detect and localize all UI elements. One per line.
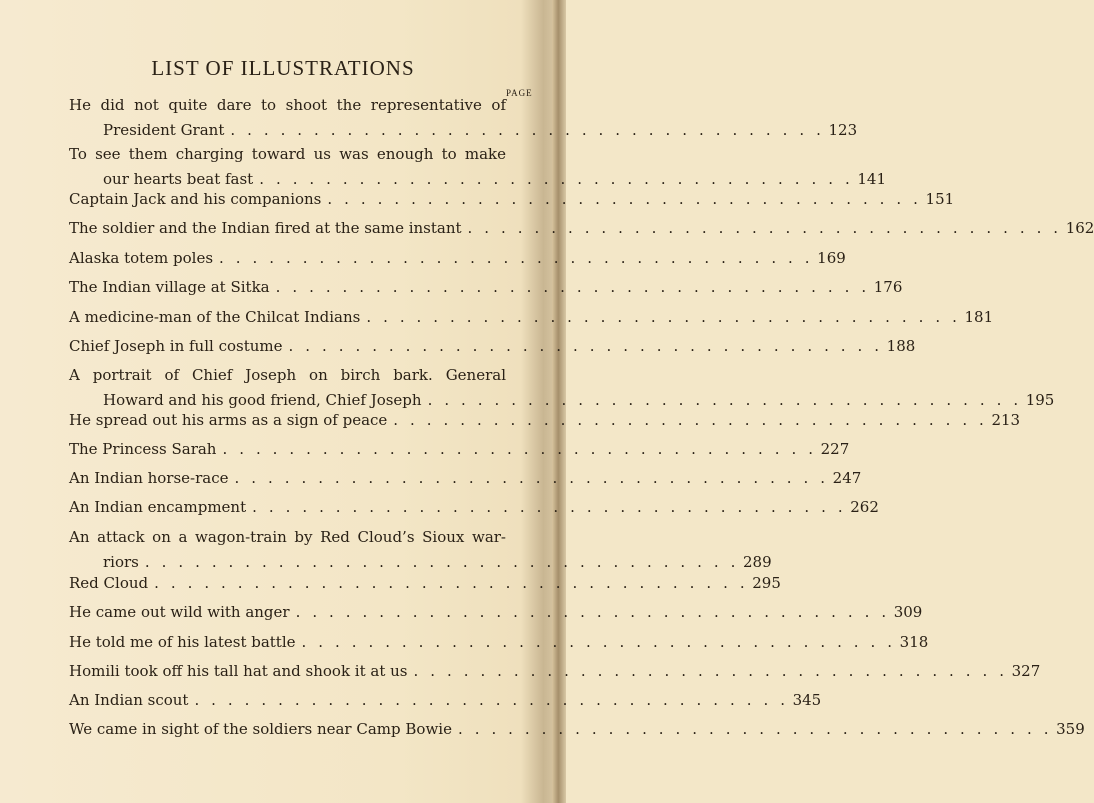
leader-dots: . . . . . . . . . . . . . . . . . . . . . . . . . . . . . . . . . . . .	[393, 411, 988, 429]
entry-title: Red Cloud	[69, 574, 149, 592]
illustration-entry	[69, 691, 822, 718]
leader-dots: . . . . . . . . . . . . . . . . . . . . . . . . . . . . . . . . . . . .	[413, 662, 1008, 680]
entry-title: We came in sight of the soldiers near Camp Bowie	[69, 720, 452, 738]
leader-dots: . . . . . . . . . . . . . . . . . . . . . . . . . . . . . . . . . . . .	[144, 553, 740, 571]
entry-page-number: 262	[850, 498, 879, 516]
leader-dots: . . . . . . . . . . . . . . . . . . . . . . . . . . . . . . . . . . . .	[230, 121, 825, 139]
illustration-entry	[69, 411, 1021, 438]
entry-page-number: 345	[792, 691, 822, 709]
entry-page-number: 123	[828, 121, 858, 139]
leader-dots: . . . . . . . . . . . . . . . . . . . . . . . . . . . . . . . . . . . .	[222, 440, 817, 458]
illustration-entry	[69, 308, 994, 335]
entry-row	[69, 308, 994, 335]
entry-title: An Indian encampment	[69, 498, 247, 516]
entry-page-number: 318	[899, 633, 929, 651]
leader-dots: . . . . . . . . . . . . . . . . . . . . . . . . . . . . . . . . . . . .	[427, 391, 1022, 409]
illustration-entry	[69, 720, 1085, 747]
entry-title: An Indian horse-race	[69, 469, 229, 487]
entry-page-number: 162	[1065, 219, 1094, 237]
entry-first-line: To see them charging toward us was enough to make	[69, 145, 506, 163]
entry-title: He spread out his arms as a sign of peace	[69, 411, 388, 429]
entry-row	[69, 662, 1041, 689]
page-title: LIST OF ILLUSTRATIONS	[151, 56, 415, 80]
entry-page-number: 188	[886, 337, 916, 355]
entry-row	[69, 411, 1021, 438]
illustration-entry	[69, 219, 1094, 246]
entry-first-line: An attack on a wagon-train by Red Cloud’s Sioux war-	[69, 528, 506, 546]
entry-first-line: He did not quite dare to shoot the representative of	[69, 96, 506, 114]
entry-row	[69, 337, 916, 364]
entry-title: He told me of his latest battle	[69, 633, 296, 651]
entry-page-number: 247	[832, 469, 862, 487]
leader-dots: . . . . . . . . . . . . . . . . . . . . . . . . . . . . . . . . . . . .	[234, 469, 829, 487]
entry-first-line: A portrait of Chief Joseph on birch bark. General	[69, 366, 506, 384]
leader-dots: . . . . . . . . . . . . . . . . . . . . . . . . . . . . . . . . . . . .	[252, 498, 847, 516]
leader-dots: . . . . . . . . . . . . . . . . . . . . . . . . . . . . . . . . . . . .	[457, 720, 1053, 738]
illustration-entry	[69, 633, 929, 660]
entry-title: Homili took off his tall hat and shook it at us	[69, 662, 408, 680]
leader-dots: . . . . . . . . . . . . . . . . . . . . . . . . . . . . . . . . . . . .	[467, 219, 1062, 237]
leader-dots: . . . . . . . . . . . . . . . . . . . . . . . . . . . . . . . . . . . .	[194, 691, 789, 709]
entry-row	[69, 498, 879, 525]
entry-page-number: 141	[857, 170, 886, 188]
entry-row	[69, 633, 929, 660]
entry-page-number: 151	[925, 190, 955, 208]
entry-row	[69, 278, 903, 305]
entry-title: An Indian scout	[69, 691, 189, 709]
entry-title: Chief Joseph in full costume	[69, 337, 283, 355]
illustration-entry	[69, 278, 903, 305]
illustration-entry	[69, 603, 923, 630]
entry-page-number: 227	[820, 440, 850, 458]
illustration-entry	[69, 249, 846, 276]
illustration-entry	[69, 662, 1041, 689]
leader-dots: . . . . . . . . . . . . . . . . . . . . . . . . . . . . . . . . . . . .	[219, 249, 814, 267]
entry-title: A medicine-man of the Chilcat Indians	[69, 308, 361, 326]
entry-page-number: 169	[817, 249, 846, 267]
leader-dots: . . . . . . . . . . . . . . . . . . . . . . . . . . . . . . . . . . . .	[259, 170, 854, 188]
leader-dots: . . . . . . . . . . . . . . . . . . . . . . . . . . . . . . . . . . . .	[275, 278, 870, 296]
entry-page-number: 213	[991, 411, 1021, 429]
entry-title: The soldier and the Indian fired at the same instant	[69, 219, 462, 237]
entry-title: Alaska totem poles	[69, 249, 214, 267]
entry-title: He came out wild with anger	[69, 603, 290, 621]
leader-dots: . . . . . . . . . . . . . . . . . . . . . . . . . . . . . . . . . . . .	[154, 574, 749, 592]
illustration-entry	[69, 190, 955, 217]
entry-row	[69, 691, 822, 718]
entry-title: President Grant	[103, 121, 225, 139]
entry-row	[69, 190, 955, 217]
leader-dots: . . . . . . . . . . . . . . . . . . . . . . . . . . . . . . . . . . . .	[301, 633, 896, 651]
entry-page-number: 309	[893, 603, 923, 621]
entry-row	[69, 603, 923, 630]
entry-row	[69, 249, 846, 276]
entry-title: The Princess Sarah	[69, 440, 217, 458]
illustration-entry	[69, 574, 781, 601]
illustration-entry	[69, 337, 916, 364]
entry-row	[69, 469, 862, 496]
entry-title: riors	[103, 553, 139, 571]
entry-title: our hearts beat fast	[103, 170, 254, 188]
entry-row	[69, 720, 1085, 747]
leader-dots: . . . . . . . . . . . . . . . . . . . . . . . . . . . . . . . . . . . .	[366, 308, 961, 326]
page-column-label: PAGE	[506, 88, 533, 98]
entry-page-number: 327	[1011, 662, 1041, 680]
entry-page-number: 289	[743, 553, 772, 571]
illustration-entry	[69, 96, 858, 148]
entry-title: Captain Jack and his companions	[69, 190, 322, 208]
entry-row	[69, 440, 850, 467]
entry-row	[69, 219, 1094, 246]
entry-page-number: 181	[964, 308, 994, 326]
leader-dots: . . . . . . . . . . . . . . . . . . . . . . . . . . . . . . . . . . . .	[295, 603, 890, 621]
entry-title: Howard and his good friend, Chief Joseph	[103, 391, 422, 409]
illustration-entry	[69, 440, 850, 467]
entry-page-number: 195	[1025, 391, 1055, 409]
entry-page-number: 359	[1056, 720, 1085, 738]
entry-row	[69, 574, 781, 601]
entry-page-number: 295	[752, 574, 781, 592]
entry-page-number: 176	[873, 278, 903, 296]
leader-dots: . . . . . . . . . . . . . . . . . . . . . . . . . . . . . . . . . . . .	[327, 190, 922, 208]
illustration-entry	[69, 498, 879, 525]
leader-dots: . . . . . . . . . . . . . . . . . . . . . . . . . . . . . . . . . . . .	[288, 337, 883, 355]
illustration-entry	[69, 528, 772, 580]
illustration-entry	[69, 469, 862, 496]
entry-title: The Indian village at Sitka	[69, 278, 270, 296]
